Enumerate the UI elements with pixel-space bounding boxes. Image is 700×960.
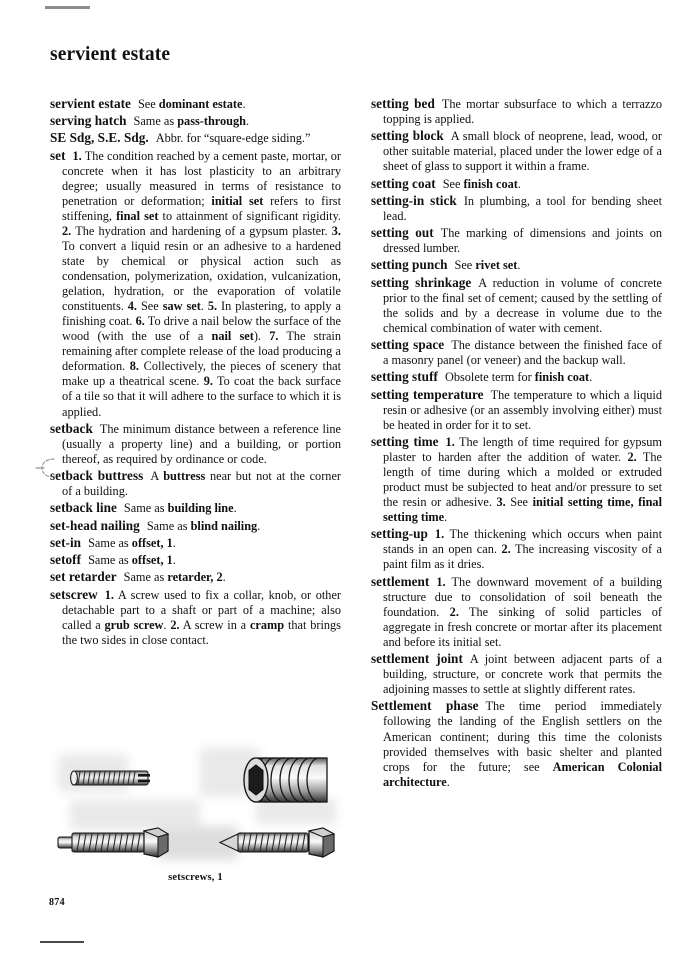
figure-setscrews — [50, 748, 341, 893]
entry-headword: setting punch — [371, 257, 448, 273]
entry-definition: The temperature to which a liquid resin or adhesive (or an assembly involving either) must be heated in order for it to set. — [383, 387, 662, 432]
entry-definition: In plumbing, a tool for bending sheet lead. — [383, 193, 662, 223]
entry-headword: serving hatch — [50, 113, 127, 129]
dictionary-entry — [50, 421, 341, 467]
page-number: 874 — [49, 897, 65, 908]
entry-definition: A buttress near but not at the corner of a building. — [62, 469, 341, 499]
dictionary-entry — [50, 96, 341, 112]
dictionary-entry — [50, 552, 341, 568]
page-title: servient estate — [50, 44, 171, 65]
dictionary-entry — [371, 176, 662, 192]
dictionary-entry — [50, 148, 341, 420]
entry-headword: setting bed — [371, 96, 435, 111]
dictionary-entry — [371, 387, 662, 433]
entry-definition: 1. The thickening which occurs when paint stands in an open can. 2. The increasing viscosity of a paint film as it dries. — [383, 527, 662, 572]
entry-headword: setting shrinkage — [371, 274, 472, 290]
dictionary-entry — [371, 275, 662, 336]
entry-definition: Same as building line. — [123, 501, 237, 516]
entry-definition: Same as pass-through. — [133, 114, 250, 129]
square-head-cup-point-setscrew-icon — [54, 826, 174, 860]
entry-headword: setback buttress — [50, 468, 144, 484]
entry-headword: settlement — [371, 573, 430, 589]
entry-headword: setting space — [371, 337, 445, 353]
entry-headword: setback line — [50, 500, 117, 516]
dictionary-entry — [371, 96, 662, 127]
dictionary-entry — [50, 500, 341, 516]
dictionary-entry — [50, 518, 341, 534]
entry-headword: set retarder — [50, 569, 117, 585]
entry-headword: setting time — [371, 433, 439, 449]
top-edge-rule — [45, 6, 90, 9]
entry-definition: A joint between adjacent parts of a building, structure, or concrete work that permits the adjoining masses to settle at slightly different rates. — [383, 652, 662, 697]
entry-headword: servient estate — [50, 96, 131, 111]
entry-definition: Same as offset, 1. — [88, 553, 176, 568]
slotted-headless-setscrew-icon — [68, 766, 154, 790]
entry-definition: The minimum distance between a reference line (usually a property line) and a building, or portion thereof, as required by ordinance or code. — [62, 421, 341, 466]
entry-headword: setting stuff — [371, 369, 438, 385]
entry-headword: setscrew — [50, 586, 98, 602]
entry-headword: set — [50, 147, 66, 163]
entry-headword: setting-up — [371, 526, 428, 542]
entry-definition: See finish coat. — [442, 176, 521, 191]
entry-headword: setoff — [50, 552, 82, 568]
dictionary-entry — [50, 113, 341, 129]
entry-definition: Same as offset, 1. — [88, 535, 176, 550]
dictionary-entry — [371, 698, 662, 789]
entry-headword: set-in — [50, 534, 82, 550]
dictionary-entry — [371, 193, 662, 224]
entry-headword: setting block — [371, 128, 444, 144]
hex-socket-setscrew-icon — [240, 752, 336, 808]
entry-definition: The mortar subsurface to which a terrazzo topping is applied. — [383, 97, 662, 127]
entry-headword: settlement joint — [371, 651, 463, 667]
figure-artwork — [50, 748, 341, 870]
entry-headword: setting out — [371, 225, 434, 241]
entry-definition: 1. The condition reached by a cement paste, mortar, or concrete when it has lost plasticity to an arbitrary degree; usually measured in terms of resistance to penetration or deformation; initial set refers to first stiffening, final set to attainment of significant rigidity. 2. The hydration and hardening of a gypsum plaster. 3. To convert a liquid resin or an adhesive to a hardened state by chemical or physical action such as condensation, polymerization, oxidation, vulcanization, gelation, hydration, or the evaporation of volatile constituents. 4. See saw set. 5. In plastering, to apply a finishing coat. 6. To drive a nail below the surface of the wood (with the use of a nail set). 7. The strain remaining after complete release of the load producing a deformation. 8. Collectively, the pieces of scenery that make up a theatrical scene. 9. To coat the back surface of a tile so that it will adhere to the surface to which it is applied. — [62, 148, 341, 419]
entry-headword: setback — [50, 420, 93, 436]
dictionary-entry — [50, 569, 341, 585]
dictionary-entry — [371, 369, 662, 385]
entry-definition: A reduction in volume of concrete prior to the final set of cement; caused by the settling of the solids and by a decrease in volume due to the chemical combination of water with cement. — [383, 275, 663, 335]
dictionary-entry — [371, 651, 662, 697]
entry-definition: Same as blind nailing. — [146, 518, 261, 533]
entry-definition: A small block of neoprene, lead, wood, or other suitable material, placed under the lower edge of a sheet of glass to support it within a frame. — [383, 129, 662, 174]
figure-caption: setscrews, 1 — [168, 872, 223, 883]
dictionary-entry — [371, 128, 662, 174]
entry-definition: Same as retarder, 2. — [123, 570, 226, 585]
dictionary-entry — [50, 130, 341, 146]
dictionary-entry — [371, 434, 662, 525]
entry-headword: setting temperature — [371, 386, 484, 402]
entry-definition: 1. The downward movement of a building structure due to consolidation of soil beneath the foundation. 2. The sinking of solid particles of aggregate in fresh concrete or mortar after its placement and before its initial set. — [383, 574, 662, 649]
entry-definition: The marking of dimensions and joints on dressed lumber. — [383, 226, 662, 256]
right-column — [371, 96, 662, 896]
dictionary-entry — [371, 337, 662, 368]
entry-definition: See dominant estate. — [137, 97, 246, 111]
entry-definition: The time period immediately following the landing of the English settlers on the American continent; during this time the colonists provided themselves with basic shelter and planted crops for the future; see American Colonial architecture. — [383, 699, 662, 789]
entry-definition: Abbr. for “square-edge siding.” — [155, 131, 311, 146]
entry-definition: See rivet set. — [454, 258, 521, 273]
dictionary-entry — [371, 225, 662, 256]
entry-headword: Settlement phase — [371, 698, 479, 714]
entry-definition: 1. The length of time required for gypsum plaster to harden after the addition of water. 2. The length of time during which a molded or extruded product must be subjected to heat and/or pressure to set the resin or adhesive. 3. See initial setting time, final setting time. — [383, 434, 662, 525]
entry-headword: SE Sdg, S.E. Sdg. — [50, 130, 149, 146]
square-head-cone-point-setscrew-icon — [216, 826, 340, 860]
dictionary-entry — [50, 587, 341, 648]
entry-definition: The distance between the finished face of a masonry panel (or veneer) and the backup wall. — [383, 338, 663, 368]
entry-headword: setting coat — [371, 175, 436, 191]
entry-definition: 1. A screw used to fix a collar, knob, or other detachable part to a shaft or part of a machine; also called a grub screw. 2. A screw in a cramp that brings the two sides in close contact. — [62, 587, 341, 647]
dictionary-entry — [371, 257, 662, 273]
entry-headword: set-head nailing — [50, 517, 140, 533]
bottom-edge-rule — [40, 941, 84, 943]
dictionary-entry — [50, 535, 341, 551]
entry-definition: Obsolete term for finish coat. — [444, 370, 593, 385]
left-column — [50, 96, 341, 746]
dictionary-entry — [371, 526, 662, 572]
entry-headword: setting-in stick — [371, 192, 457, 208]
dictionary-entry — [50, 468, 341, 499]
dictionary-entry — [371, 574, 662, 650]
